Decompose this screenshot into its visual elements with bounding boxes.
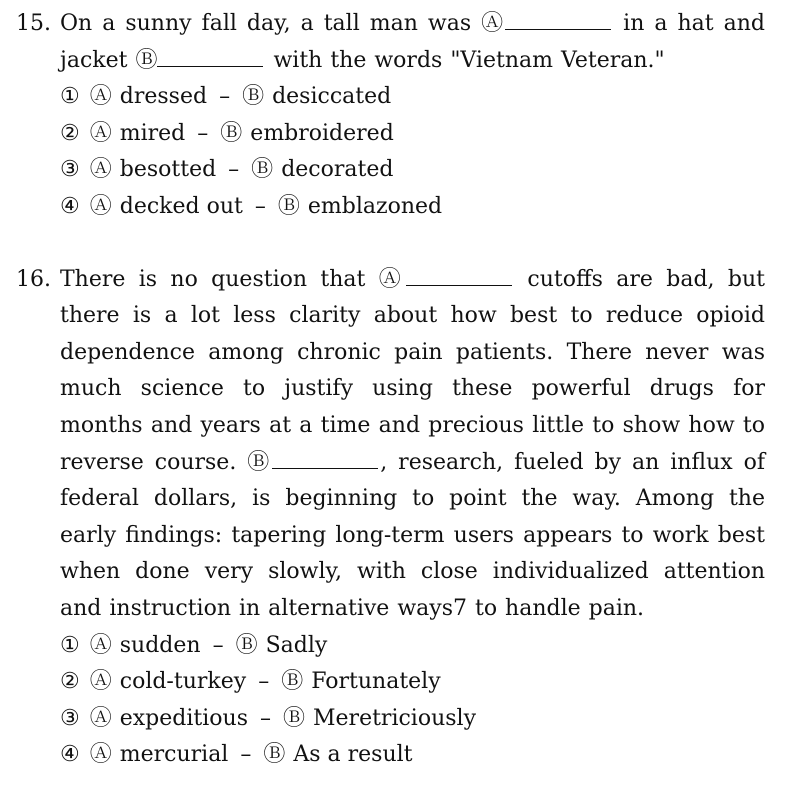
option-a-text: cold-turkey	[119, 669, 247, 695]
question-body	[60, 6, 765, 226]
option-b-text: desiccated	[272, 84, 392, 110]
question-number: 15.	[16, 11, 51, 36]
answer-option-4[interactable]	[60, 737, 765, 774]
option-dash: –	[240, 742, 252, 768]
answer-option-3[interactable]	[60, 701, 765, 738]
option-a-text: mercurial	[119, 742, 229, 768]
option-dash: –	[219, 84, 231, 110]
stem-text: , research, fueled by an influx of federal dollars, is beginning to point the way. Among the early findings: tapering long-term users appears to work best when done very slowly, with close individualized attention and instruction in alternative ways7 to handle pain.	[60, 449, 765, 621]
stem-text: in a hat and jacket	[60, 11, 765, 73]
option-marker-a: Ⓐ	[89, 742, 112, 768]
blank-marker-b: Ⓑ	[135, 47, 158, 73]
option-a-text: sudden	[119, 632, 201, 658]
option-marker-a: Ⓐ	[89, 193, 112, 219]
option-dash: –	[254, 193, 266, 219]
option-marker-b: Ⓑ	[220, 120, 243, 146]
option-a-text: besotted	[119, 157, 217, 183]
option-b-text: embroidered	[250, 120, 394, 146]
option-number: ③	[60, 705, 80, 731]
answer-option-4[interactable]	[60, 189, 765, 226]
option-dash: –	[197, 120, 209, 146]
blank-a	[505, 11, 611, 30]
option-a-text: dressed	[119, 84, 208, 110]
question-16	[16, 262, 765, 774]
option-number: ①	[60, 84, 80, 110]
option-b-text: decorated	[281, 157, 394, 183]
answer-option-1[interactable]	[60, 628, 765, 665]
option-dash: –	[228, 157, 240, 183]
answer-option-2[interactable]	[60, 116, 765, 153]
option-a-text: mired	[119, 120, 186, 146]
option-marker-b: Ⓑ	[277, 193, 300, 219]
question-number: 16.	[16, 266, 51, 292]
question-stem	[60, 262, 765, 628]
answer-options	[60, 79, 765, 225]
option-number: ①	[60, 632, 80, 658]
option-b-text: Sadly	[265, 632, 328, 658]
option-b-text: As a result	[293, 742, 413, 768]
option-marker-b: Ⓑ	[235, 632, 258, 658]
option-number: ②	[60, 120, 80, 146]
answer-option-3[interactable]	[60, 152, 765, 189]
answer-option-1[interactable]	[60, 79, 765, 116]
option-a-text: expeditious	[119, 705, 248, 731]
option-marker-b: Ⓑ	[251, 157, 274, 183]
option-marker-b: Ⓑ	[263, 742, 286, 768]
option-number: ④	[60, 742, 80, 768]
question-stem	[60, 6, 765, 79]
option-marker-a: Ⓐ	[89, 705, 112, 731]
stem-text: There is no question that	[60, 266, 379, 292]
stem-text: with the words "Vietnam Veteran."	[265, 47, 665, 73]
option-marker-a: Ⓐ	[89, 157, 112, 183]
option-dash: –	[212, 632, 224, 658]
blank-marker-b: Ⓑ	[247, 449, 273, 475]
option-b-text: Meretriciously	[313, 705, 477, 731]
blank-marker-a: Ⓐ	[481, 11, 506, 36]
blank-a	[406, 267, 512, 286]
option-b-text: emblazoned	[307, 193, 443, 219]
answer-option-2[interactable]	[60, 664, 765, 701]
stem-text: cutoffs are bad, but there is a lot less clarity about how best to reduce opioid dependence among chronic pain patients. There never was much science to justify using these powerful drugs for months and years at a time and precious little to show how to reverse course.	[60, 266, 765, 475]
blank-b	[272, 450, 378, 469]
option-b-text: Fortunately	[311, 669, 441, 695]
option-number: ③	[60, 157, 80, 183]
option-a-text: decked out	[119, 193, 243, 219]
option-dash: –	[258, 669, 270, 695]
option-marker-b: Ⓑ	[281, 669, 304, 695]
option-marker-a: Ⓐ	[89, 632, 112, 658]
option-marker-a: Ⓐ	[89, 669, 112, 695]
blank-b	[157, 48, 263, 67]
question-body	[60, 262, 765, 774]
option-marker-a: Ⓐ	[89, 84, 112, 110]
option-marker-b: Ⓑ	[242, 84, 265, 110]
option-marker-b: Ⓑ	[282, 705, 305, 731]
option-number: ④	[60, 193, 80, 219]
question-15	[16, 6, 765, 226]
blank-marker-a: Ⓐ	[378, 266, 407, 292]
option-marker-a: Ⓐ	[89, 120, 112, 146]
option-dash: –	[259, 705, 271, 731]
option-number: ②	[60, 669, 80, 695]
stem-text: On a sunny fall day, a tall man was	[60, 11, 482, 36]
answer-options	[60, 628, 765, 774]
